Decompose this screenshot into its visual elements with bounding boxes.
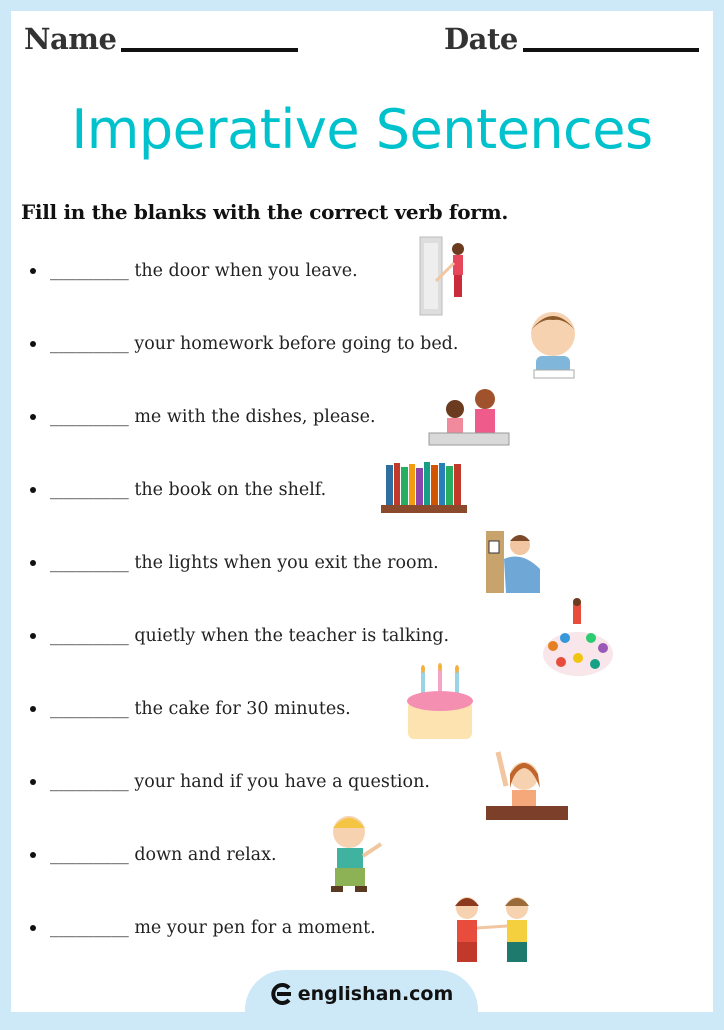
answer-blank[interactable]: _________ [50, 918, 129, 938]
date-line[interactable] [523, 48, 699, 52]
sentence-text: your hand if you have a question. [134, 772, 430, 792]
sentence-text: the book on the shelf. [134, 480, 327, 500]
bullet [30, 633, 36, 639]
exercise-item [30, 475, 326, 505]
bullet [30, 779, 36, 785]
kids-sharing-pen-icon [445, 892, 541, 964]
bullet [30, 925, 36, 931]
sentence-text: the lights when you exit the room. [134, 553, 439, 573]
answer-blank[interactable]: _________ [50, 626, 129, 646]
girl-raising-hand-icon [484, 746, 570, 824]
sentence-text: the cake for 30 minutes. [134, 699, 351, 719]
exercise-item [30, 767, 430, 797]
exercise-item [30, 913, 376, 943]
bullet [30, 706, 36, 712]
sentence-text: your homework before going to bed. [134, 334, 459, 354]
bullet [30, 268, 36, 274]
exercise-item [30, 256, 358, 286]
sentence-text: me with the dishes, please. [134, 407, 376, 427]
exercise-item [30, 840, 277, 870]
name-label: Name [24, 22, 117, 56]
answer-blank[interactable]: _________ [50, 845, 129, 865]
englishan-logo-icon [270, 983, 292, 1005]
exercise-item [30, 402, 376, 432]
instruction: Fill in the blanks with the correct verb form. [21, 200, 509, 224]
boy-sitting-icon [325, 812, 387, 894]
answer-blank[interactable]: _________ [50, 553, 129, 573]
answer-blank[interactable]: _________ [50, 334, 129, 354]
bullet [30, 852, 36, 858]
sentence-text: me your pen for a moment. [134, 918, 376, 938]
bullet [30, 487, 36, 493]
footer-badge [245, 970, 478, 1030]
bullet [30, 414, 36, 420]
bullet [30, 341, 36, 347]
sentence-text: the door when you leave. [134, 261, 358, 281]
sentence-text: quietly when the teacher is talking. [134, 626, 450, 646]
answer-blank[interactable]: _________ [50, 261, 129, 281]
date-label: Date [444, 22, 518, 56]
answer-blank[interactable]: _________ [50, 480, 129, 500]
man-light-switch-icon [484, 529, 542, 595]
exercise-item [30, 621, 449, 651]
bookshelf-icon [381, 459, 467, 515]
class-sitting-icon [541, 598, 615, 682]
kids-washing-dishes-icon [427, 387, 512, 449]
answer-blank[interactable]: _________ [50, 699, 129, 719]
answer-blank[interactable]: _________ [50, 772, 129, 792]
footer-brand[interactable]: englishan.com [297, 983, 454, 1005]
exercise-item [30, 329, 458, 359]
woman-closing-door-icon [418, 235, 473, 317]
page-title: Imperative Sentences [71, 98, 653, 161]
name-line[interactable] [121, 48, 298, 52]
boy-writing-icon [524, 306, 582, 382]
sentence-text: down and relax. [134, 845, 277, 865]
birthday-cake-icon [405, 663, 475, 743]
exercise-item [30, 548, 439, 578]
bullet [30, 560, 36, 566]
answer-blank[interactable]: _________ [50, 407, 129, 427]
exercise-item [30, 694, 351, 724]
